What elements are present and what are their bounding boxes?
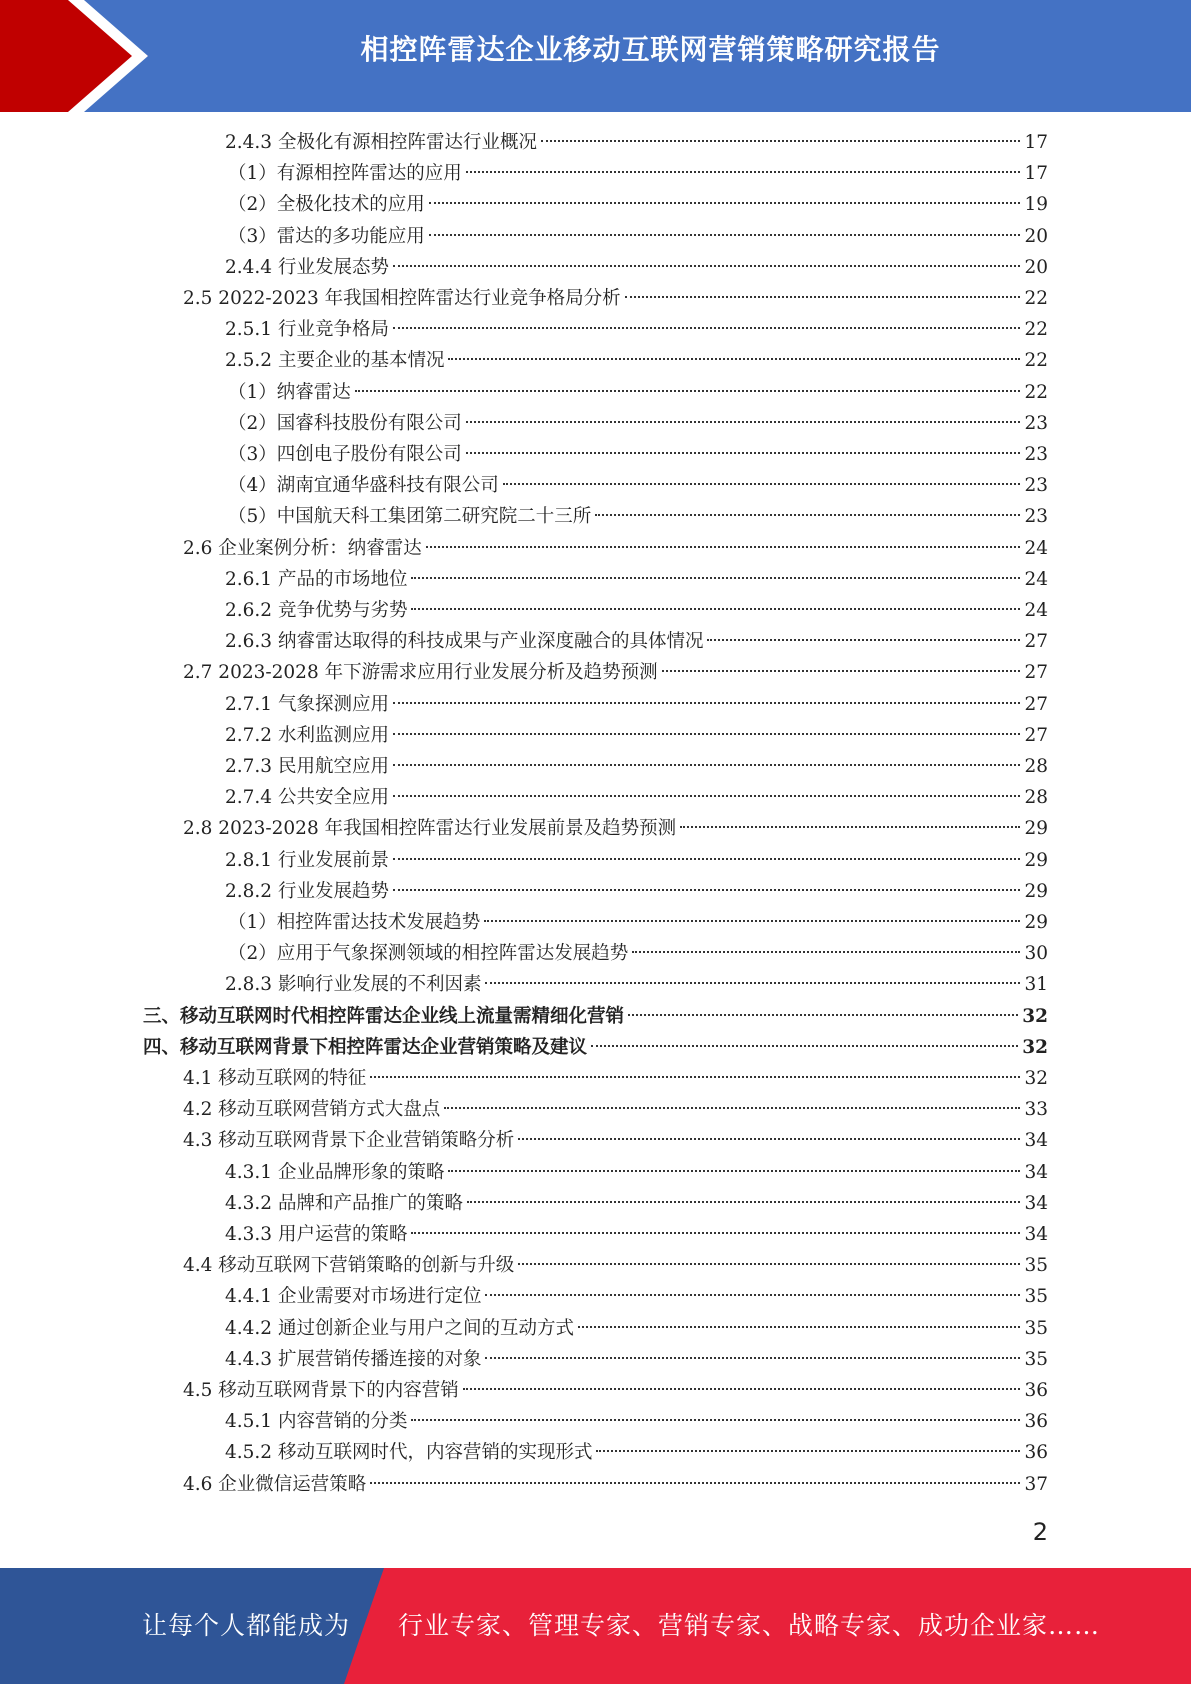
toc-leader-dots <box>426 546 1021 548</box>
toc-leader-dots <box>466 421 1021 423</box>
toc-entry-page: 27 <box>1024 631 1048 653</box>
toc-entry-page: 34 <box>1024 1161 1048 1183</box>
toc-leader-dots <box>578 1326 1020 1328</box>
toc-entry[interactable] <box>228 222 1048 252</box>
toc-entry-page: 29 <box>1024 880 1048 902</box>
toc-leader-dots <box>444 1107 1020 1109</box>
toc-entry-page: 17 <box>1024 132 1048 153</box>
toc-entry[interactable] <box>225 1189 1048 1219</box>
toc-leader-dots <box>393 702 1020 704</box>
toc-entry-label: 4.5 移动互联网背景下的内容营销 <box>183 1380 459 1401</box>
toc-entry-label: 4.3.2 品牌和产品推广的策略 <box>225 1192 463 1214</box>
toc-leader-dots <box>463 1388 1021 1390</box>
toc-entry-label: 4.3.3 用户运营的策略 <box>225 1224 408 1245</box>
toc-entry-label: 4.4.2 通过创新企业与用户之间的互动方式 <box>225 1317 574 1339</box>
toc-entry-label: 2.8.2 行业发展趋势 <box>225 880 389 902</box>
toc-leader-dots <box>591 1045 1018 1047</box>
toc-entry[interactable] <box>225 253 1048 283</box>
toc-leader-dots <box>503 483 1021 485</box>
toc-entry[interactable] <box>183 1251 1048 1281</box>
toc-leader-dots <box>466 171 1021 173</box>
toc-entry-label: （3）雷达的多功能应用 <box>228 225 425 247</box>
toc-leader-dots <box>411 577 1020 579</box>
toc-entry-label: （1）纳睿雷达 <box>228 381 351 403</box>
toc-leader-dots <box>393 858 1020 860</box>
toc-entry[interactable] <box>225 1220 1048 1250</box>
toc-entry-page: 37 <box>1024 1473 1048 1495</box>
toc-entry-page: 30 <box>1024 943 1048 965</box>
toc-entry[interactable] <box>183 1126 1048 1156</box>
toc-entry-page: 29 <box>1024 818 1048 840</box>
toc-entry-page: 19 <box>1024 194 1048 216</box>
toc-entry-label: （1）有源相控阵雷达的应用 <box>228 163 462 185</box>
toc-leader-dots <box>680 826 1020 828</box>
toc-entry-page: 28 <box>1024 756 1048 777</box>
toc-entry-page: 35 <box>1024 1348 1048 1370</box>
toc-entry-page: 28 <box>1024 787 1048 809</box>
toc-leader-dots <box>411 1419 1020 1421</box>
toc-leader-dots <box>518 1263 1020 1265</box>
toc-entry[interactable] <box>228 409 1048 439</box>
toc-entry-label: 2.5.1 行业竞争格局 <box>225 319 389 341</box>
toc-leader-dots <box>393 265 1020 267</box>
toc-entry-label: 2.8 2023-2028 年我国相控阵雷达行业发展前景及趋势预测 <box>183 818 677 840</box>
toc-entry-label: 4.3.1 企业品牌形象的策略 <box>225 1161 445 1183</box>
toc-leader-dots <box>662 670 1021 672</box>
toc-entry-page: 22 <box>1024 381 1048 403</box>
toc-entry-label: 2.8.3 影响行业发展的不利因素 <box>225 974 482 996</box>
toc-entry[interactable] <box>143 1033 1048 1063</box>
toc-entry-label: 2.4.4 行业发展态势 <box>225 256 389 278</box>
toc-leader-dots <box>518 1138 1020 1140</box>
toc-entry-page: 24 <box>1024 568 1048 590</box>
toc-entry-page: 34 <box>1024 1224 1048 1245</box>
toc-entry[interactable] <box>228 190 1048 220</box>
toc-entry-label: （2）国睿科技股份有限公司 <box>228 412 462 434</box>
toc-entry-page: 33 <box>1024 1099 1048 1121</box>
footer-slogan-left: 让每个人都能成为 <box>142 1611 351 1640</box>
toc-entry-page: 22 <box>1024 319 1048 341</box>
toc-leader-dots <box>411 1232 1020 1234</box>
toc-entry-page: 36 <box>1024 1442 1048 1464</box>
toc-leader-dots <box>411 608 1020 610</box>
toc-entry[interactable] <box>183 1376 1048 1406</box>
toc-entry-label: 2.5.2 主要企业的基本情况 <box>225 350 445 372</box>
toc-entry-label: 4.4.3 扩展营销传播连接的对象 <box>225 1348 482 1370</box>
toc-entry-page: 17 <box>1024 163 1048 185</box>
toc-entry-label: 4.5.1 内容营销的分类 <box>225 1411 408 1433</box>
toc-entry[interactable] <box>225 315 1048 345</box>
toc-entry[interactable] <box>225 1314 1048 1344</box>
page-header <box>0 0 1191 112</box>
toc-leader-dots <box>370 1076 1020 1078</box>
toc-entry-label: 2.7.2 水利监测应用 <box>225 724 389 746</box>
toc-leader-dots <box>393 795 1020 797</box>
toc-entry[interactable] <box>228 159 1048 189</box>
toc-entry[interactable] <box>143 1002 1048 1032</box>
toc-entry-page: 29 <box>1024 912 1048 933</box>
toc-entry-label: （3）四创电子股份有限公司 <box>228 444 462 465</box>
toc-entry-page: 36 <box>1024 1411 1048 1433</box>
toc-entry-label: 4.3 移动互联网背景下企业营销策略分析 <box>183 1130 515 1152</box>
toc-entry-page: 23 <box>1024 444 1048 465</box>
toc-entry[interactable] <box>225 783 1048 813</box>
footer-slogan-right: 行业专家、管理专家、营销专家、战略专家、成功企业家…… <box>398 1611 1101 1640</box>
toc-entry-label: （2）全极化技术的应用 <box>228 194 425 216</box>
toc-entry[interactable] <box>228 471 1048 501</box>
toc-entry[interactable] <box>225 970 1048 1000</box>
toc-entry-page: 23 <box>1024 506 1048 528</box>
toc-entry-label: 2.4.3 全极化有源相控阵雷达行业概况 <box>225 132 537 153</box>
toc-entry-label: 4.1 移动互联网的特征 <box>183 1068 367 1089</box>
toc-entry-label: 2.5 2022-2023 年我国相控阵雷达行业竞争格局分析 <box>183 288 621 309</box>
toc-entry-page: 24 <box>1024 537 1048 559</box>
toc-entry[interactable] <box>225 1282 1048 1312</box>
toc-entry[interactable] <box>225 1438 1048 1468</box>
toc-leader-dots <box>596 1450 1020 1452</box>
toc-entry-label: （2）应用于气象探测领域的相控阵雷达发展趋势 <box>228 943 629 965</box>
toc-leader-dots <box>485 1357 1020 1359</box>
toc-entry[interactable] <box>228 939 1048 969</box>
toc-entry[interactable] <box>225 346 1048 376</box>
toc-leader-dots <box>429 234 1021 236</box>
toc-leader-dots <box>393 764 1020 766</box>
toc-entry-page: 24 <box>1024 600 1048 621</box>
toc-leader-dots <box>485 982 1020 984</box>
toc-leader-dots <box>632 951 1020 953</box>
toc-entry-page: 23 <box>1024 475 1048 497</box>
toc-leader-dots <box>448 1170 1020 1172</box>
toc-entry-label: （4）湖南宜通华盛科技有限公司 <box>228 475 499 497</box>
toc-leader-dots <box>393 889 1020 891</box>
toc-entry[interactable] <box>228 440 1048 470</box>
toc-entry-page: 34 <box>1024 1192 1048 1214</box>
toc-entry-label: 4.6 企业微信运营策略 <box>183 1473 367 1495</box>
toc-entry[interactable] <box>225 596 1048 626</box>
toc-entry-label: 2.8.1 行业发展前景 <box>225 849 389 871</box>
toc-entry-label: 2.6.1 产品的市场地位 <box>225 568 408 590</box>
toc-leader-dots <box>541 140 1020 142</box>
toc-entry-label: 2.7.4 公共安全应用 <box>225 787 389 809</box>
toc-entry-page: 35 <box>1024 1286 1048 1308</box>
toc-entry-label: 2.6.3 纳睿雷达取得的科技成果与产业深度融合的具体情况 <box>225 631 704 653</box>
toc-entry[interactable] <box>225 1345 1048 1375</box>
toc-entry[interactable] <box>183 1470 1048 1500</box>
toc-leader-dots <box>393 327 1020 329</box>
toc-entry-label: 2.7.3 民用航空应用 <box>225 756 389 777</box>
toc-entry-page: 34 <box>1024 1130 1048 1152</box>
report-title: 相控阵雷达企业移动互联网营销策略研究报告 <box>360 33 941 66</box>
toc-entry[interactable] <box>225 565 1048 595</box>
toc-entry[interactable] <box>183 814 1048 844</box>
toc-entry[interactable] <box>183 658 1048 688</box>
toc-entry[interactable] <box>225 846 1048 876</box>
toc-entry-label: 三、移动互联网时代相控阵雷达企业线上流量需精细化营销 <box>143 1005 625 1027</box>
toc-entry-page: 32 <box>1024 1068 1048 1089</box>
toc-entry[interactable] <box>225 721 1048 751</box>
toc-entry-label: 4.4 移动互联网下营销策略的创新与升级 <box>183 1255 515 1277</box>
toc-entry-label: 4.4.1 企业需要对市场进行定位 <box>225 1286 482 1308</box>
toc-entry[interactable] <box>225 128 1048 158</box>
toc-entry[interactable] <box>228 378 1048 408</box>
toc-leader-dots <box>393 733 1020 735</box>
toc-leader-dots <box>448 358 1020 360</box>
toc-entry-page: 27 <box>1024 693 1048 715</box>
toc-leader-dots <box>595 514 1020 516</box>
toc-entry-label: （5）中国航天科工集团第二研究院二十三所 <box>228 506 592 528</box>
toc-entry[interactable] <box>183 284 1048 314</box>
toc-entry-page: 32 <box>1022 1005 1048 1027</box>
toc-leader-dots <box>467 1201 1020 1203</box>
toc-entry[interactable] <box>183 1095 1048 1125</box>
toc-entry-label: 4.5.2 移动互联网时代，内容营销的实现形式 <box>225 1442 593 1464</box>
toc-leader-dots <box>485 1294 1020 1296</box>
toc-entry[interactable] <box>225 1407 1048 1437</box>
toc-leader-dots <box>707 639 1020 641</box>
toc-entry[interactable] <box>225 627 1048 657</box>
toc-entry[interactable] <box>183 1064 1048 1094</box>
toc-entry-label: 4.2 移动互联网营销方式大盘点 <box>183 1099 441 1121</box>
toc-entry-page: 35 <box>1024 1255 1048 1277</box>
toc-leader-dots <box>484 920 1020 922</box>
toc-entry-label: 四、移动互联网背景下相控阵雷达企业营销策略及建议 <box>143 1036 588 1058</box>
toc-entry[interactable] <box>228 908 1048 938</box>
toc-entry[interactable] <box>228 502 1048 532</box>
toc-entry-page: 29 <box>1024 849 1048 871</box>
toc-entry-label: 2.7.1 气象探测应用 <box>225 693 389 715</box>
toc-entry-page: 27 <box>1024 724 1048 746</box>
toc-entry-page: 22 <box>1024 350 1048 372</box>
toc-entry-page: 22 <box>1024 288 1048 309</box>
toc-entry-page: 35 <box>1024 1317 1048 1339</box>
toc-entry[interactable] <box>225 690 1048 720</box>
toc-entry-page: 27 <box>1024 662 1048 684</box>
toc-entry-label: （1）相控阵雷达技术发展趋势 <box>228 912 481 933</box>
toc-entry-page: 32 <box>1022 1036 1048 1058</box>
toc-entry[interactable] <box>225 752 1048 782</box>
toc-leader-dots <box>625 296 1021 298</box>
toc-entry-page: 36 <box>1024 1380 1048 1401</box>
toc-leader-dots <box>370 1482 1020 1484</box>
toc-leader-dots <box>466 452 1021 454</box>
toc-entry-label: 2.6.2 竞争优势与劣势 <box>225 600 408 621</box>
toc-entry-label: 2.6 企业案例分析：纳睿雷达 <box>183 537 422 559</box>
toc-entry-page: 20 <box>1024 225 1048 247</box>
page-footer <box>0 1568 1191 1684</box>
toc-entry-page: 20 <box>1024 256 1048 278</box>
toc-leader-dots <box>355 390 1021 392</box>
toc-entry-page: 23 <box>1024 412 1048 434</box>
toc-entry-page: 31 <box>1024 974 1048 996</box>
toc-leader-dots <box>628 1014 1018 1016</box>
toc-entry[interactable] <box>225 1158 1048 1188</box>
page-number: 2 <box>1032 1518 1048 1546</box>
toc-entry[interactable] <box>183 534 1048 564</box>
toc-entry-label: 2.7 2023-2028 年下游需求应用行业发展分析及趋势预测 <box>183 662 658 684</box>
toc-leader-dots <box>429 202 1021 204</box>
toc-entry[interactable] <box>225 877 1048 907</box>
